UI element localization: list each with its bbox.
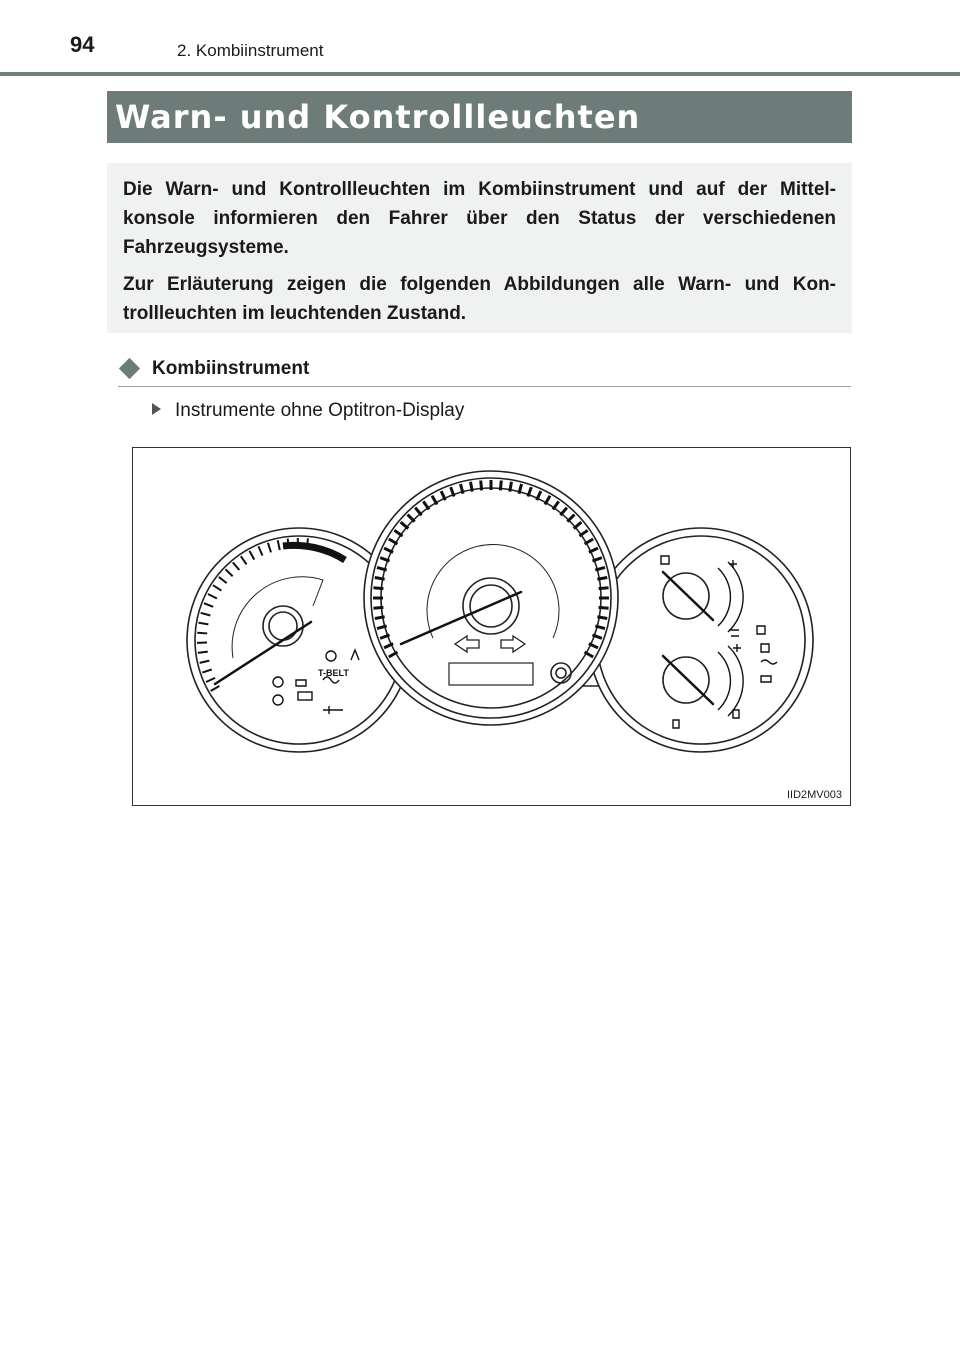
subsection-heading bbox=[118, 356, 851, 387]
intro-paragraph-1: Die Warn- und Kontrollleuchten im Kombiinstrument und auf der Mittel-konsole informieren den Fahrer über den Status der verschiedenen Fahrzeugsysteme. bbox=[123, 179, 836, 258]
diamond-icon bbox=[119, 358, 140, 379]
subsection-title: Kombiinstrument bbox=[152, 358, 310, 379]
intro-paragraph-2: Zur Erläuterung zeigen die folgenden Abbildungen alle Warn- und Kon-trollleuchten im leuchtenden Zustand. bbox=[123, 274, 836, 324]
figure-code: IID2MV003 bbox=[786, 789, 842, 801]
section-title: Warn- und Kontrollleuchten bbox=[107, 91, 852, 143]
subsection-item bbox=[152, 400, 464, 422]
triangle-bullet-icon bbox=[152, 403, 161, 415]
instrument-cluster-figure bbox=[132, 447, 851, 806]
tbelt-label: T-BELT bbox=[318, 668, 349, 678]
instrument-cluster-illustration bbox=[133, 448, 850, 805]
subsection-item-label: Instrumente ohne Optitron-Display bbox=[175, 400, 465, 421]
header-rule bbox=[0, 72, 960, 76]
chapter-title: 2. Kombiinstrument bbox=[177, 41, 324, 60]
page-number: 94 bbox=[70, 32, 95, 57]
intro-box bbox=[107, 163, 852, 333]
